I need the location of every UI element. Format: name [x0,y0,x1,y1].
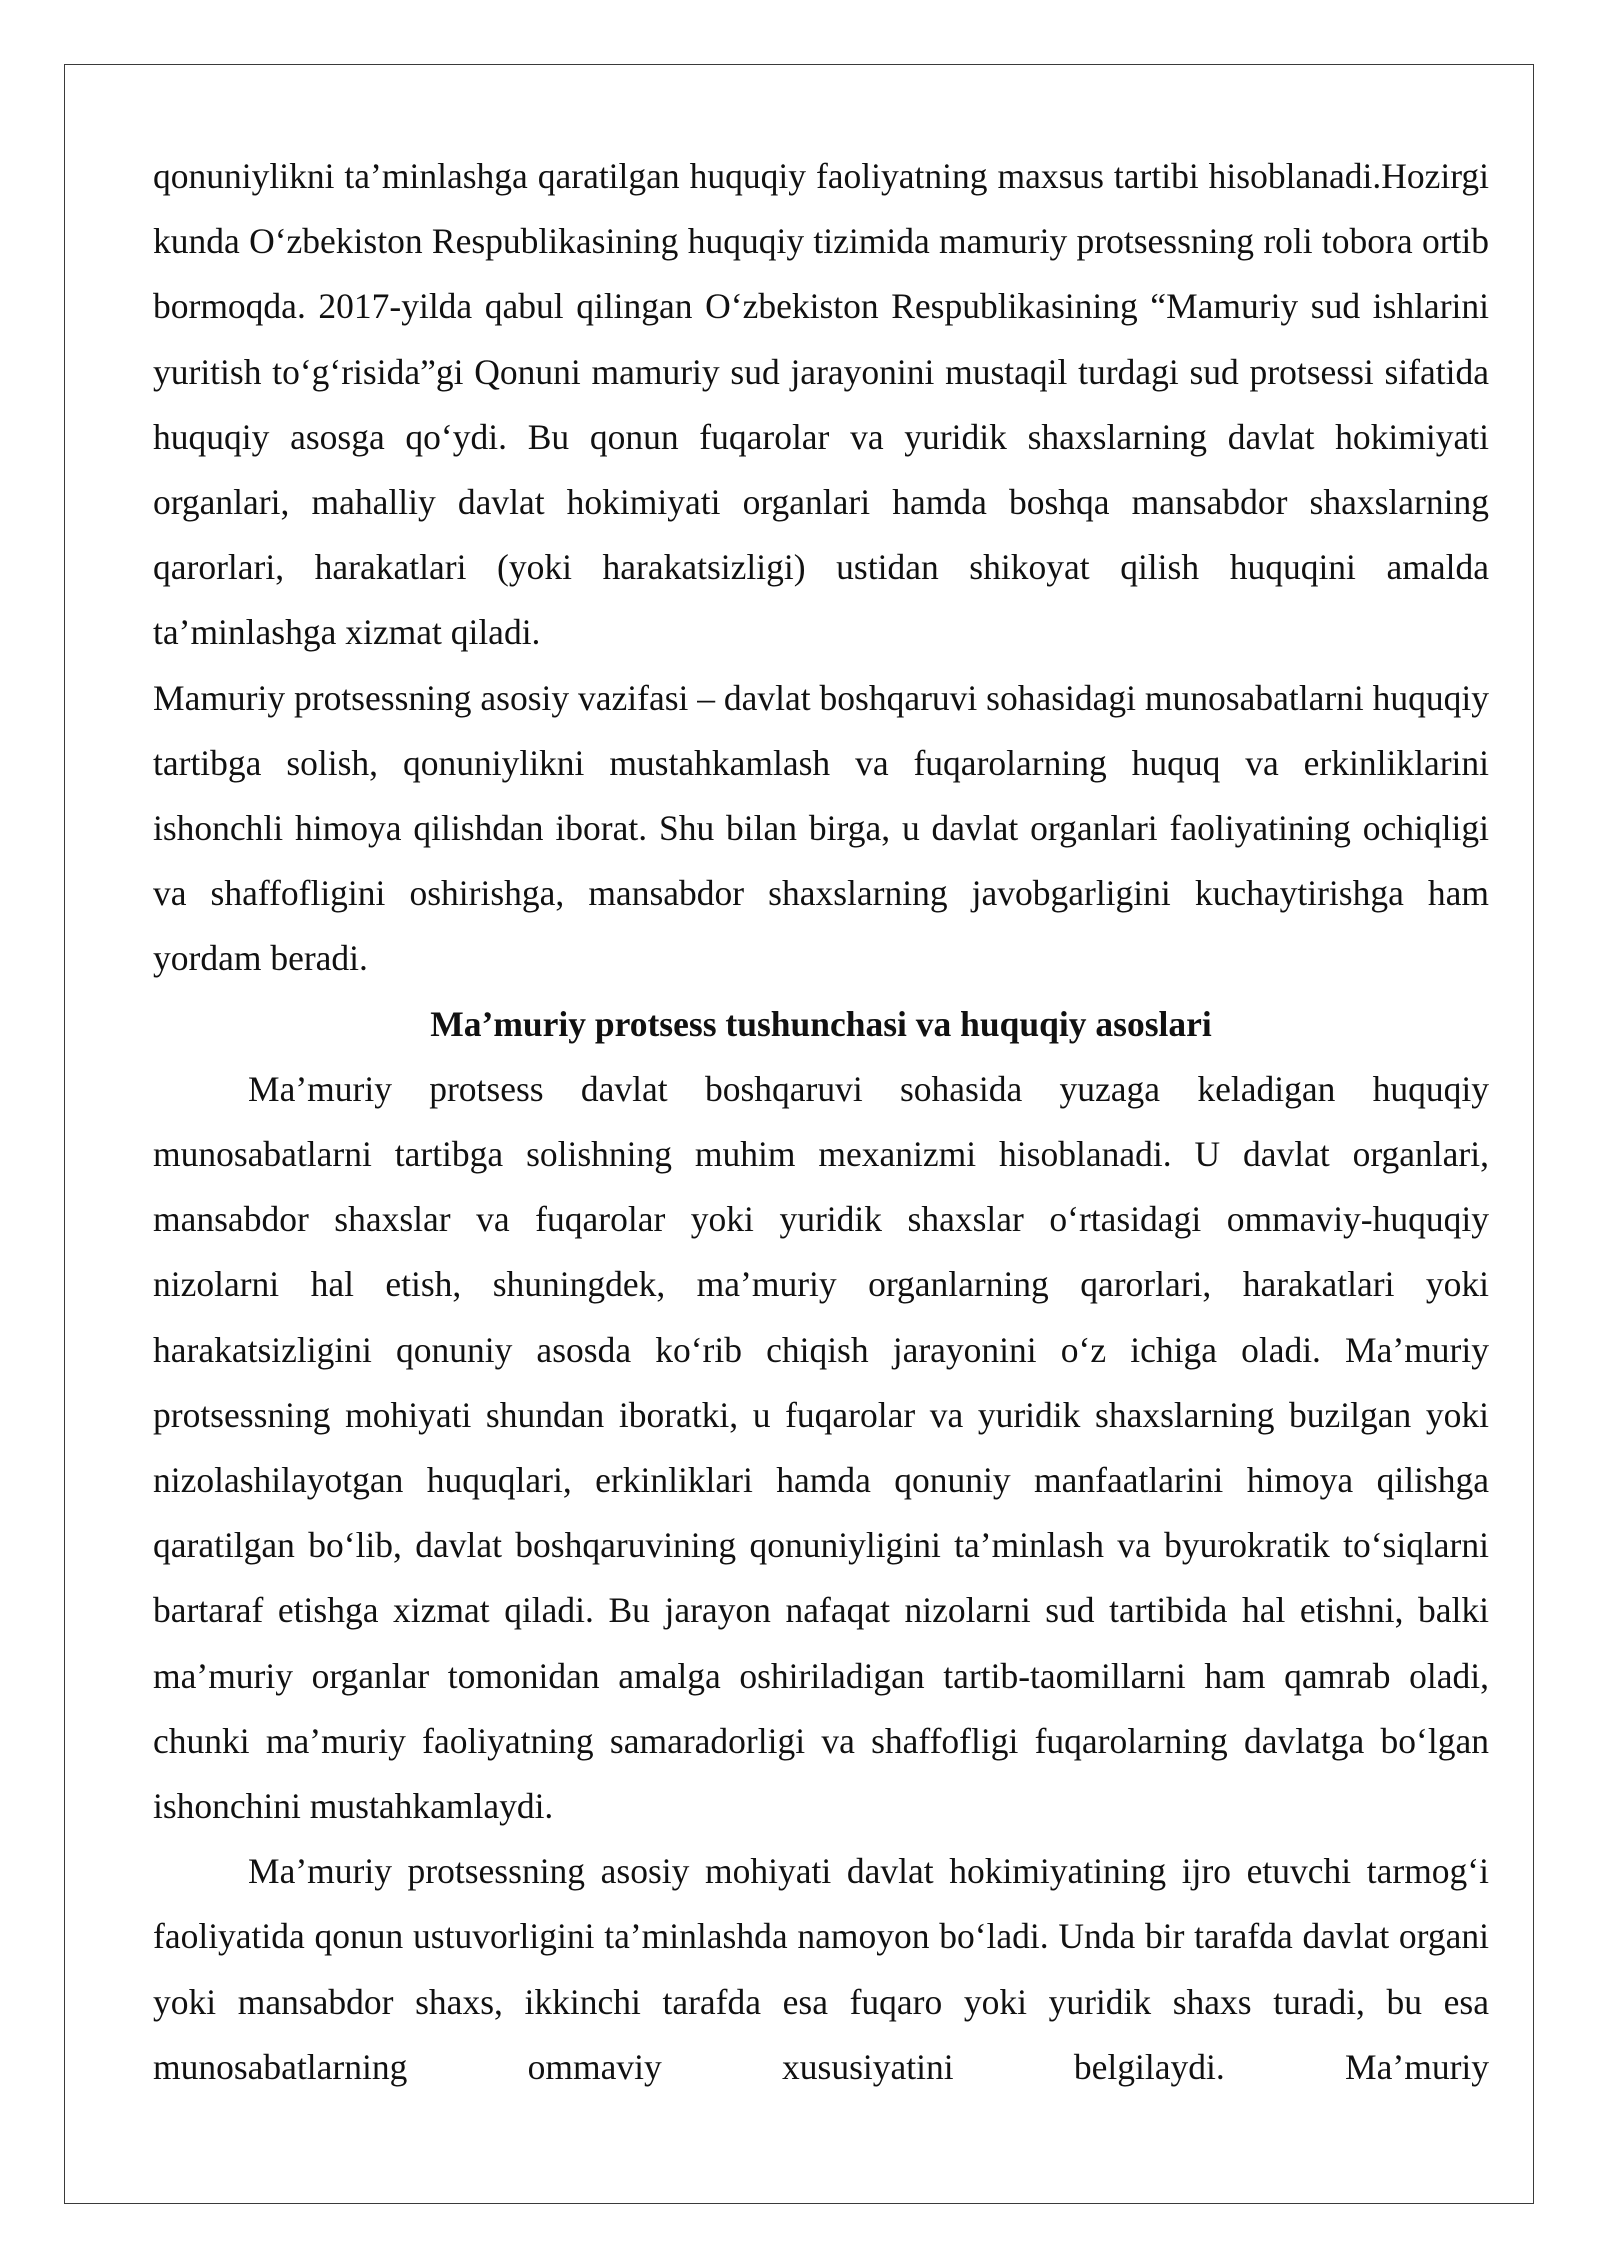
section-heading: Ma’muriy protsess tushunchasi va huquqiy asoslari [430,1003,1212,1044]
paragraph-3: Ma’muriy protsess davlat boshqaruvi sohasida yuzaga keladigan huquqiy munosabatlarni tartibga solishning muhim mexanizmi hisoblanadi. U davlat organlari, mansabdor shaxslar va fuqarolar yoki yuridik shaxslar o‘rtasidagi ommaviy-huquqiy nizolarni hal etish, shuningdek, ma’muriy organlarning qarorlari, harakatlari yoki harakatsizligini qonuniy asosda ko‘rib chiqish jarayonini o‘z ichiga oladi. Ma’muriy protsessning mohiyati shundan iboratki, u fuqarolar va yuridik shaxslarning buzilgan yoki nizolashilayotgan huquqlari, erkinliklari hamda qonuniy manfaatlarini himoya qilishga qaratilgan bo‘lib, davlat boshqaruvining qonuniyligini ta’minlash va byurokratik to‘siqlarni bartaraf etishga xizmat qiladi. Bu jarayon nafaqat nizolarni sud tartibida hal etishni, balki ma’muriy organlar tomonidan amalga oshiriladigan tartib-taomillarni ham qamrab oladi, chunki ma’muriy faoliyatning samaradorligi va shaffofligi fuqarolarning davlatga bo‘lgan ishonchini mustahkamlaydi. [153,1068,1489,1827]
paragraph-4: Ma’muriy protsessning asosiy mohiyati davlat hokimiyatining ijro etuvchi tarmog‘i faoliyatida qonun ustuvorligini ta’minlashda namoyon bo‘ladi. Unda bir tarafda davlat organi yoki mansabdor shaxs, ikkinchi tarafda esa fuqaro yoki yuridik shaxs turadi, bu esa munosabatlarning ommaviy xususiyatini belgilaydi. Ma’muriy [153,1851,1489,2087]
paragraph-1: qonuniylikni ta’minlashga qaratilgan huquqiy faoliyatning maxsus tartibi hisoblanadi.Hozirgi kunda O‘zbekiston Respublikasining huquqiy tizimida mamuriy protsessning roli tobora ortib bormoqda. 2017-yilda qabul qilingan O‘zbekiston Respublikasining “Mamuriy sud ishlarini yuritish to‘g‘risida”gi Qonuni mamuriy sud jarayonini mustaqil turdagi sud protsessi sifatida huquqiy asosga qo‘ydi. Bu qonun fuqarolar va yuridik shaxslarning davlat hokimiyati organlari, mahalliy davlat hokimiyati organlari hamda boshqa mansabdor shaxslarning qarorlari, harakatlari (yoki harakatsizligi) ustidan shikoyat qilish huquqini amalda ta’minlashga xizmat qiladi. [153,156,1489,653]
document-body [153,144,1489,2100]
paragraph-2: Mamuriy protsessning asosiy vazifasi – davlat boshqaruvi sohasidagi munosabatlarni huquqiy tartibga solish, qonuniylikni mustahkamlash va fuqarolarning huquq va erkinliklarini ishonchli himoya qilishdan iborat. Shu bilan birga, u davlat organlari faoliyatining ochiqligi va shaffofligini oshirishga, mansabdor shaxslarning javobgarligini kuchaytirishga ham yordam beradi. [153,677,1489,979]
